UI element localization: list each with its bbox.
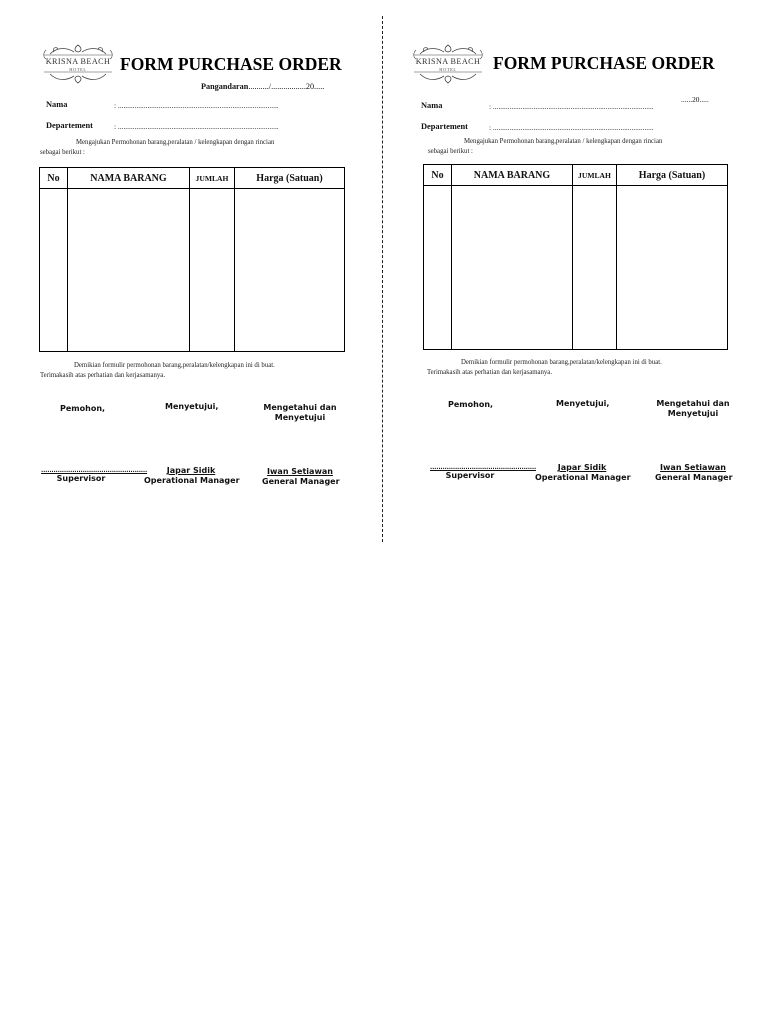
name-field[interactable]: : .......................................................................................	[489, 102, 654, 111]
closing-line-2: Terimakasih atas perhatian dan kerjasamanya.	[427, 368, 553, 376]
gm-title: General Manager	[262, 477, 340, 486]
mengetahui-line-1: Mengetahui dan	[656, 399, 730, 408]
general-manager-signature	[262, 467, 338, 487]
col-header-unit-price: Harga (Satuan)	[235, 168, 345, 189]
intro-text	[428, 137, 728, 156]
ops-manager-title: Operational Manager	[144, 476, 240, 485]
department-label: Departement	[421, 122, 468, 131]
col-header-unit-price: Harga (Satuan)	[617, 165, 728, 186]
closing-text	[427, 358, 727, 377]
logo-sub-text: HOTEL	[439, 67, 457, 72]
place-label: Pangandaran	[201, 82, 249, 91]
department-field[interactable]: : .......................................................................................	[489, 123, 654, 132]
supervisor-name-dots: ...................................................	[430, 464, 537, 471]
department-field[interactable]: : .......................................................................................	[114, 122, 279, 131]
ops-manager-name: Japar Sidik	[166, 466, 216, 475]
signer-mengetahui-label	[262, 403, 338, 423]
cell-item-name[interactable]	[452, 186, 573, 350]
intro-line-2: sebagai berikut :	[428, 147, 473, 155]
purchase-order-form-right	[408, 0, 738, 520]
general-manager-signature	[655, 463, 731, 483]
gm-name: Iwan Setiawan	[267, 467, 333, 476]
signer-menyetujui-label: Menyetujui,	[556, 399, 610, 408]
closing-line-1: Demikian formulir permohonan barang,peralatan/kelengkapan ini di buat.	[461, 359, 662, 366]
purchase-order-form-left	[38, 0, 368, 520]
name-field[interactable]: : .......................................................................................	[114, 101, 279, 110]
department-label: Departement	[46, 121, 93, 130]
col-header-no: No	[424, 165, 452, 186]
intro-line-1: Mengajukan Permohonan barang,peralatan / kelengkapan dengan rincian	[76, 139, 275, 146]
cell-unit-price[interactable]	[235, 189, 345, 352]
date-dots: ......20.....	[681, 95, 709, 104]
signer-mengetahui-label	[655, 399, 731, 419]
cell-no[interactable]	[424, 186, 452, 350]
ops-manager-title: Operational Manager	[535, 473, 631, 482]
mengetahui-line-2: Menyetujui	[274, 413, 326, 422]
logo-name-text: KRISNA BEACH	[45, 57, 111, 66]
intro-text	[40, 138, 340, 157]
gm-name: Iwan Setiawan	[660, 463, 726, 472]
cell-no[interactable]	[40, 189, 68, 352]
closing-line-2: Terimakasih atas perhatian dan kerjasamanya.	[40, 371, 166, 379]
hotel-logo	[40, 42, 116, 86]
signer-pemohon-label: Pemohon,	[448, 400, 494, 409]
logo-name-text: KRISNA BEACH	[415, 57, 481, 66]
supervisor-signature-line	[41, 467, 148, 483]
supervisor-signature-line	[430, 464, 537, 480]
intro-line-2: sebagai berikut :	[40, 148, 85, 156]
col-header-no: No	[40, 168, 68, 189]
items-table	[423, 164, 728, 350]
logo-sub-text: HOTEL	[69, 67, 87, 72]
cell-quantity[interactable]	[573, 186, 617, 350]
signer-pemohon-label: Pemohon,	[60, 404, 106, 413]
operational-manager-signature	[535, 463, 629, 483]
supervisor-title: Supervisor	[445, 471, 495, 480]
col-header-quantity: JUMLAH	[573, 165, 617, 186]
supervisor-title: Supervisor	[56, 474, 106, 483]
date-dots: ........../.................20.....	[248, 82, 325, 91]
name-label: Nama	[421, 101, 443, 110]
closing-line-1: Demikian formulir permohonan barang,peralatan/kelengkapan ini di buat.	[74, 362, 275, 369]
cut-line-divider	[382, 16, 383, 542]
place-date-line	[201, 82, 324, 91]
signer-menyetujui-label: Menyetujui,	[165, 402, 219, 411]
operational-manager-signature	[144, 466, 238, 486]
cell-unit-price[interactable]	[617, 186, 728, 350]
mengetahui-line-1: Mengetahui dan	[263, 403, 337, 412]
mengetahui-line-2: Menyetujui	[667, 409, 719, 418]
gm-title: General Manager	[655, 473, 733, 482]
name-label: Nama	[46, 100, 68, 109]
supervisor-name-dots: ...................................................	[41, 467, 148, 474]
place-date-line	[681, 95, 709, 104]
intro-line-1: Mengajukan Permohonan barang,peralatan / kelengkapan dengan rincian	[464, 138, 663, 145]
col-header-quantity: JUMLAH	[190, 168, 235, 189]
form-title: FORM PURCHASE ORDER	[120, 54, 342, 74]
ops-manager-name: Japar Sidik	[557, 463, 607, 472]
col-header-item-name: NAMA BARANG	[452, 165, 573, 186]
form-title: FORM PURCHASE ORDER	[493, 53, 715, 73]
items-table	[39, 167, 345, 352]
closing-text	[40, 361, 340, 380]
cell-quantity[interactable]	[190, 189, 235, 352]
col-header-item-name: NAMA BARANG	[68, 168, 190, 189]
hotel-logo	[410, 42, 486, 86]
cell-item-name[interactable]	[68, 189, 190, 352]
